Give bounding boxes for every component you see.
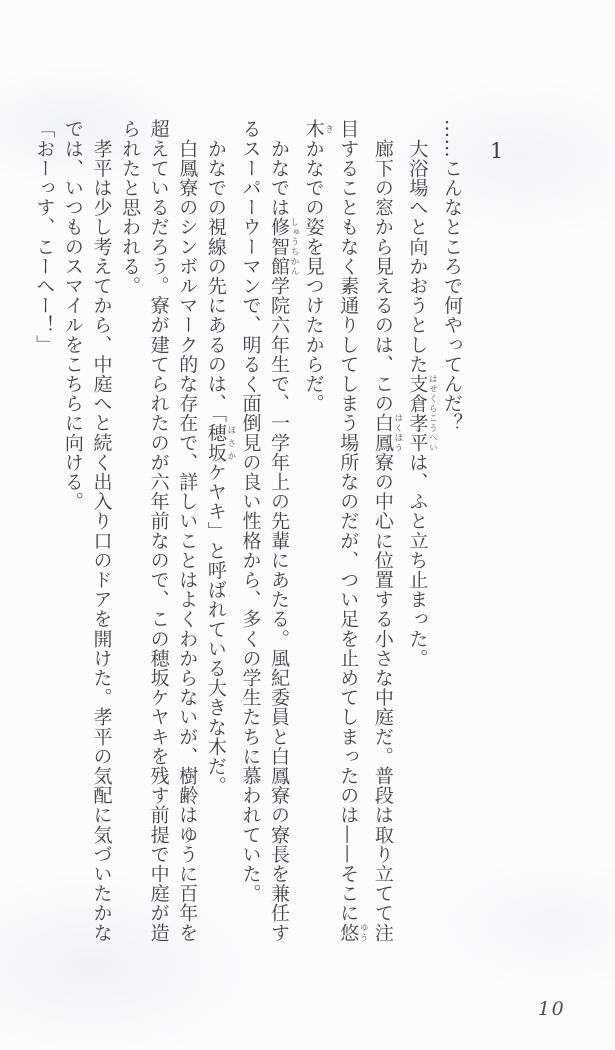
furigana-term: 悠 ゆう xyxy=(337,922,369,943)
furigana-term: 修智館 しゅうちかん xyxy=(268,217,300,276)
text-column: 廊下の窓から見えるのは、この白鳳 はくほう寮の中心に位置する小さな中庭だ。普段は取り立てて注 xyxy=(371,119,403,943)
text-column: 孝平は少し考えてから、中庭へと続く出入り口のドアを開けた。孝平の気配に気づいたかな xyxy=(90,119,113,943)
chapter-number: 1 xyxy=(490,139,504,163)
text-column: 超えているだろう。寮が建てられたのが六年前なので、この穂坂ケヤキを残す前提で中庭が造 xyxy=(147,119,170,943)
furigana-term: 支倉孝平 はせくらこうへい xyxy=(406,373,438,453)
furigana-term: 木 き xyxy=(302,119,334,139)
text-column: では、いつものスマイルをこちらに向ける。 xyxy=(61,119,84,511)
text-column: 「おーっす、こーへー！」 xyxy=(33,119,56,355)
text-column: 目することもなく素通りしてしまう場所なのだが、つい足を止めてしまったのは——そこに悠 ゆう xyxy=(337,119,369,943)
text-column: るスーパーウーマンで、明るく面倒見の良い性格から、多くの学生たちに慕われていた。 xyxy=(239,119,262,903)
text-column: られたと思われる。 xyxy=(119,119,142,296)
text-column: かなでは修智館 しゅうちかん学院六年生で、一学年上の先輩にあたる。風紀委員と白鳳寮の寮長を兼任す xyxy=(268,119,300,943)
text-column: 大浴場へと向かおうとした支倉孝平 はせくらこうへいは、ふと立ち止まった。 xyxy=(406,119,438,668)
text-column: 白鳳寮のシンボルマーク的な存在で、詳しいことはよくわからないが、樹齢はゆうに百年を xyxy=(176,119,199,943)
page-number: 10 xyxy=(538,998,566,1020)
furigana-term: 白鳳 はくほう xyxy=(371,413,403,453)
text-block xyxy=(30,119,466,971)
text-column: かなでの視線の先にあるのは、「穂坂 ほさかケヤキ」と呼ばれている大きな木だ。 xyxy=(204,119,236,796)
furigana-term: 穂坂 ほさか xyxy=(204,423,236,463)
text-column: ……こんなところで何やってんだ？ xyxy=(441,119,463,433)
text-column: 木 きかなでの姿を見つけたからだ。 xyxy=(302,119,334,414)
